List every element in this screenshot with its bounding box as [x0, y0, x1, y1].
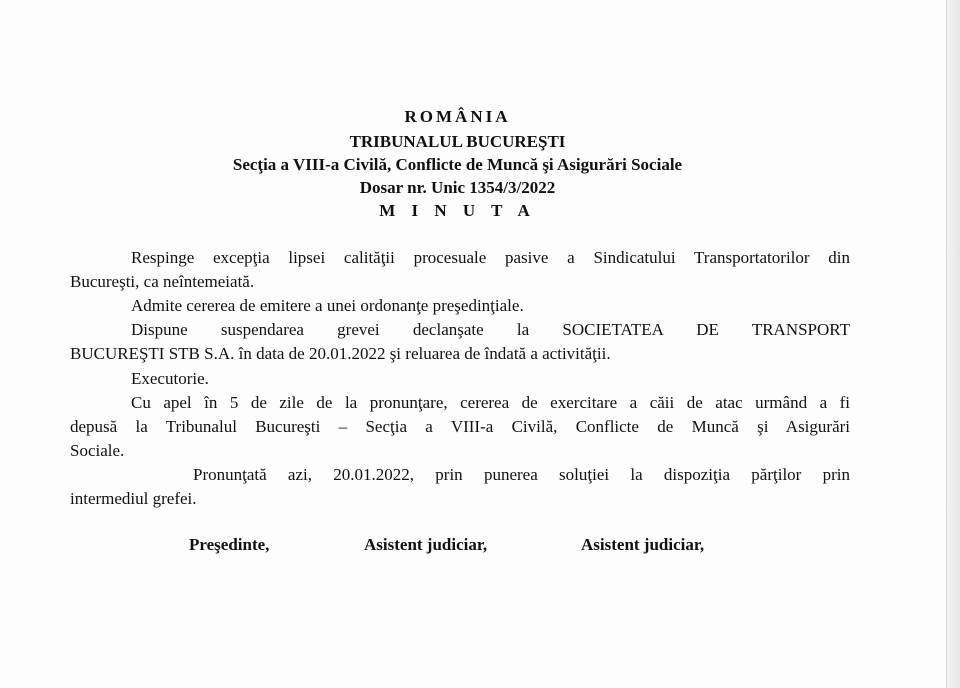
paragraph-line: Cu apel în 5 de zile de la pronunţare, cererea de exercitare a căii de atac urmând a fi — [131, 393, 850, 412]
court-heading: TRIBUNALUL BUCUREŞTI — [349, 132, 566, 151]
paragraph-line: depusă la Tribunalul Bucureşti – Secţia a VIII-a Civilă, Conflicte de Muncă şi Asigurări — [70, 417, 850, 436]
paragraph-line: Dispune suspendarea grevei declanşate la SOCIETATEA DE TRANSPORT — [131, 320, 850, 339]
paragraph-line: Respinge excepţia lipsei calităţii procesuale pasive a Sindicatului Transportatorilor din — [131, 248, 850, 267]
paragraph-line: Sociale. — [70, 441, 125, 460]
paragraph-line: Bucureşti, ca neîntemeiată. — [70, 272, 255, 291]
signature-president: Preşedinte, — [189, 535, 270, 554]
document-title: M I N U T A — [379, 201, 536, 220]
paragraph-line: Admite cererea de emitere a unei ordonanţe preşedinţiale. — [131, 296, 524, 315]
paragraph-line: BUCUREŞTI STB S.A. în data de 20.01.2022 şi reluarea de îndată a activităţii. — [70, 344, 611, 363]
signature-assistant-1: Asistent judiciar, — [364, 535, 488, 554]
signature-assistant-2: Asistent judiciar, — [581, 535, 705, 554]
paragraph-line: intermediul grefei. — [70, 489, 197, 508]
page-edge — [946, 0, 960, 688]
section-heading: Secţia a VIII-a Civilă, Conflicte de Muncă şi Asigurări Sociale — [232, 155, 683, 174]
paragraph-line: Pronunţată azi, 20.01.2022, prin punerea soluţiei la dispoziţia părţilor prin — [193, 465, 850, 484]
country-heading: ROMÂNIA — [404, 107, 511, 126]
file-number-heading: Dosar nr. Unic 1354/3/2022 — [359, 178, 556, 197]
paragraph-line: Executorie. — [131, 369, 209, 388]
